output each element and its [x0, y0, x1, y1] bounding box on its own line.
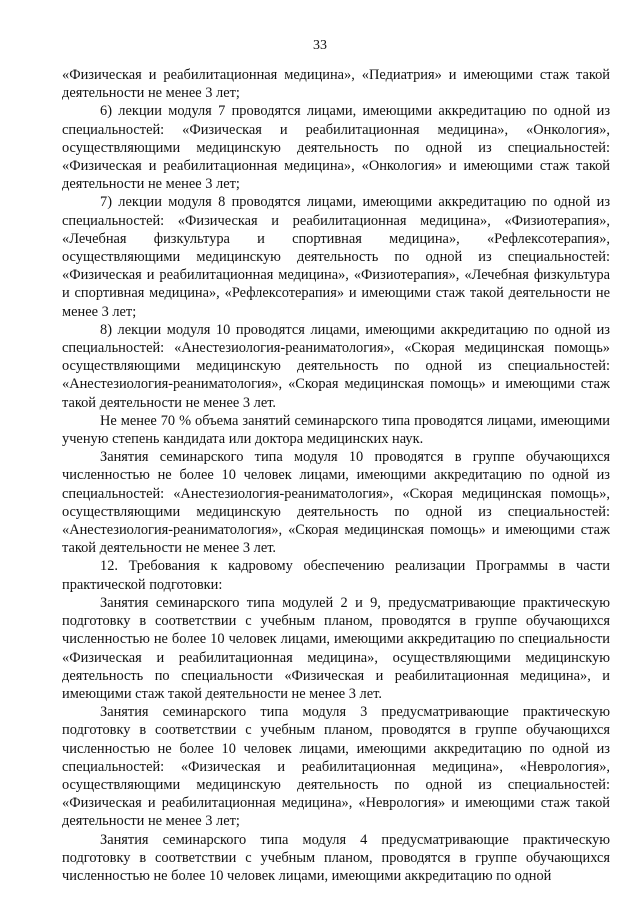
paragraph-seminar-share: Не менее 70 % объема занятий семинарского типа проводятся лицами, имеющими ученую степень кандидата или доктора медицинских наук. — [62, 412, 610, 448]
paragraph-continuation: «Физическая и реабилитационная медицина», «Педиатрия» и имеющими стаж такой деятельности не менее 3 лет; — [62, 67, 610, 102]
paragraph-module-3: Занятия семинарского типа модуля 3 предусматривающие практическую подготовку в соответствии с учебным планом, проводятся в группе обучающихся численностью не более 10 человек лицами, имеющими аккредитацию по одной из специальностей: «Физическая и реабилитационная медицина», «Неврология», осуществляющими медицинскую деятельность по одной из специальностей: «Физическая и реабилитационная медицина», «Неврология» и имеющими стаж такой деятельности не менее 3 лет; — [62, 704, 610, 830]
paragraph-module-4: Занятия семинарского типа модуля 4 предусматривающие практическую подготовку в соответствии с учебным планом, проводятся в группе обучающихся численностью не более 10 человек лицами, имеющими аккредитацию по одной — [62, 831, 610, 884]
paragraph-module-10-seminars: Занятия семинарского типа модуля 10 проводятся в группе обучающихся численностью не более 10 человек лицами, имеющими аккредитацию по одной из специальностей: «Анестезиология-реаниматология», «Скорая медицинская помощь», осуществляющими медицинскую деятельность по одной из специальностей: «Анестезиология-реаниматология», «Скорая медицинская помощь» и имеющими стаж такой деятельности не менее 3 лет. — [62, 449, 610, 557]
paragraph-item-6: 6) лекции модуля 7 проводятся лицами, имеющими аккредитацию по одной из специальностей: «Физическая и реабилитационная медицина», «Онкология», осуществляющими медицинскую деятельность по одной из специальностей: «Физическая и реабилитационная медицина», «Онкология» и имеющими стаж такой деятельности не менее 3 лет; — [62, 103, 610, 193]
paragraph-modules-2-9: Занятия семинарского типа модулей 2 и 9, предусматривающие практическую подготовку в соответствии с учебным планом, проводятся в группе обучающихся численностью не более 10 человек лицами, имеющими аккредитацию по специальности «Физическая и реабилитационная медицина», осуществляющими медицинскую деятельность по специальности «Физическая и реабилитационная медицина», и имеющими стаж такой деятельности не менее 3 лет. — [62, 594, 610, 702]
paragraph-item-7: 7) лекции модуля 8 проводятся лицами, имеющими аккредитацию по одной из специальностей: «Физическая и реабилитационная медицина», «Физиотерапия», «Лечебная физкультура и спортивная медицина», «Рефлексотерапия», осуществляющими медицинскую деятельность по одной из специальностей: «Физическая и реабилитационная медицина», «Физиотерапия», «Лечебная физкультура и спортивная медицина», «Рефлексотерапия» и имеющими стаж такой деятельности не менее 3 лет; — [62, 194, 610, 320]
paragraph-item-8: 8) лекции модуля 10 проводятся лицами, имеющими аккредитацию по одной из специальностей: «Анестезиология-реаниматология», «Скорая медицинская помощь» осуществляющими медицинскую деятельность по одной из специальностей: «Анестезиология-реаниматология», «Скорая медицинская помощь» и имеющими стаж такой деятельности не менее 3 лет. — [62, 321, 610, 411]
paragraph-section-12-heading: 12. Требования к кадровому обеспечению реализации Программы в части практической подготовки: — [62, 558, 610, 593]
body-text — [62, 66, 610, 885]
page-number: 33 — [313, 38, 327, 53]
